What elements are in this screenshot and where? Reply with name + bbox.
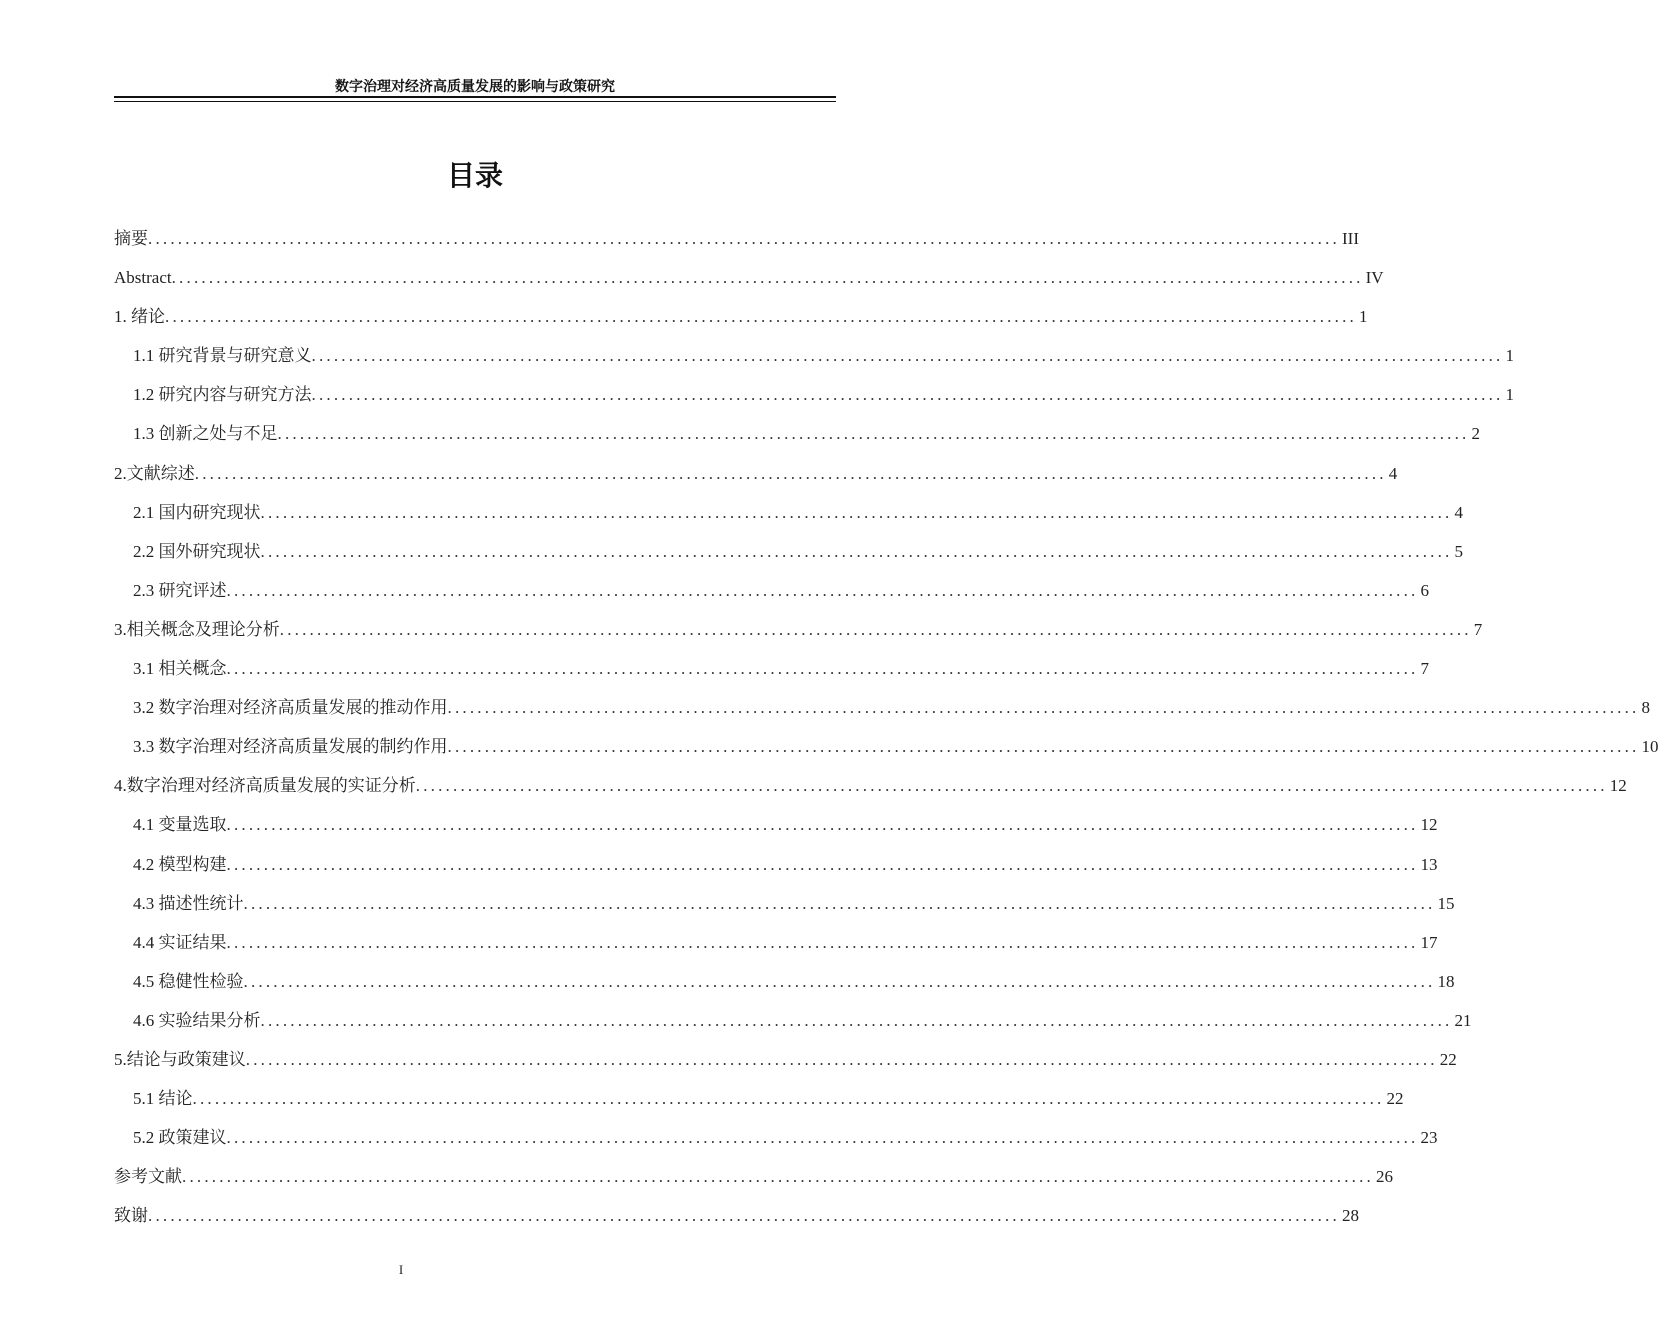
toc-entry-page: 28	[1342, 1206, 1359, 1226]
toc-entry[interactable]	[114, 498, 1463, 537]
toc-leader-dots: ................................................................................................................................................................	[311, 346, 1504, 366]
toc-entry-label: 4.5 稳健性检验	[133, 971, 244, 991]
toc-entry-page: 1	[1505, 385, 1514, 405]
toc-entry-page: 1	[1359, 307, 1368, 327]
toc-leader-dots: ................................................................................................................................................................	[226, 659, 1419, 679]
toc-entry-label: 摘要	[114, 229, 148, 248]
toc-leader-dots: ................................................................................................................................................................	[192, 1089, 1385, 1109]
toc-entry-label: 1.3 创新之处与不足	[133, 424, 278, 444]
toc-leader-dots: ................................................................................................................................................................	[226, 854, 1419, 874]
toc-leader-dots: ................................................................................................................................................................	[311, 385, 1504, 405]
toc-entry[interactable]	[114, 810, 1438, 849]
running-header: 数字治理对经济高质量发展的影响与政策研究	[335, 79, 615, 95]
toc-entry[interactable]	[114, 1045, 1457, 1084]
toc-leader-dots: ................................................................................................................................................................	[447, 698, 1640, 718]
toc-entry-page: 8	[1641, 698, 1650, 718]
toc-leader-dots: ................................................................................................................................................................	[279, 619, 1472, 639]
table-of-contents	[114, 224, 1659, 1240]
toc-entry-page: 4	[1388, 463, 1398, 483]
toc-leader-dots: ................................................................................................................................................................	[182, 1167, 1374, 1187]
toc-leader-dots: ................................................................................................................................................................	[171, 268, 1364, 288]
toc-title: 目录	[446, 159, 503, 192]
toc-entry-page: 7	[1420, 659, 1429, 679]
toc-entry-page: 5	[1454, 541, 1463, 561]
toc-entry-page: 2	[1471, 424, 1480, 444]
toc-entry[interactable]	[114, 576, 1429, 615]
toc-entry-label: 4.1 变量选取	[133, 815, 227, 835]
toc-leader-dots: ................................................................................................................................................................	[226, 932, 1419, 952]
toc-entry-label: 参考文献	[114, 1167, 182, 1187]
toc-entry[interactable]	[114, 850, 1438, 889]
toc-entry[interactable]	[114, 693, 1650, 732]
toc-leader-dots: ................................................................................................................................................................	[260, 1010, 1453, 1030]
toc-entry-label: 4.2 模型构建	[133, 854, 227, 874]
toc-leader-dots: ................................................................................................................................................................	[260, 541, 1453, 561]
toc-entry-page: IV	[1365, 268, 1384, 288]
toc-entry[interactable]	[114, 1162, 1393, 1201]
toc-entry-label: 4.数字治理对经济高质量发展的实证分析	[114, 776, 416, 796]
toc-entry-label: 1.2 研究内容与研究方法	[133, 385, 312, 405]
toc-leader-dots: ................................................................................................................................................................	[245, 1049, 1438, 1069]
toc-entry-label: 5.1 结论	[133, 1089, 193, 1109]
toc-entry-page: 22	[1439, 1049, 1457, 1069]
toc-entry[interactable]	[114, 341, 1514, 380]
toc-entry-label: 4.6 实验结果分析	[133, 1010, 261, 1030]
toc-entry-label: 致谢	[114, 1206, 148, 1226]
toc-entry-page: 12	[1609, 776, 1627, 796]
toc-entry-label: 1.1 研究背景与研究意义	[133, 346, 312, 366]
toc-entry-label: 5.结论与政策建议	[114, 1049, 246, 1069]
toc-entry[interactable]	[114, 928, 1438, 967]
toc-entry-page: 17	[1420, 932, 1438, 952]
toc-entry[interactable]	[114, 1006, 1472, 1045]
header-rule-thin	[114, 101, 836, 102]
header-rule-thick	[114, 96, 836, 98]
toc-entry-label: 2.2 国外研究现状	[133, 541, 261, 561]
toc-entry-page: 10	[1641, 737, 1659, 757]
toc-entry[interactable]	[114, 771, 1627, 810]
toc-leader-dots: ................................................................................................................................................................	[260, 502, 1453, 522]
toc-entry[interactable]	[114, 459, 1398, 498]
toc-entry[interactable]	[114, 1084, 1404, 1123]
toc-entry-page: 13	[1420, 854, 1438, 874]
toc-leader-dots: ................................................................................................................................................................	[243, 893, 1436, 913]
toc-entry[interactable]	[114, 1201, 1359, 1240]
toc-entry[interactable]	[114, 537, 1463, 576]
toc-entry-label: 2.文献综述	[114, 463, 195, 483]
toc-entry[interactable]	[114, 263, 1384, 302]
toc-entry[interactable]	[114, 732, 1659, 771]
toc-entry[interactable]	[114, 654, 1429, 693]
toc-entry-label: 3.1 相关概念	[133, 659, 227, 679]
toc-leader-dots: ................................................................................................................................................................	[165, 307, 1357, 327]
toc-entry-label: 5.2 政策建议	[133, 1128, 227, 1148]
toc-entry-label: 3.相关概念及理论分析	[114, 619, 280, 639]
toc-entry[interactable]	[114, 967, 1455, 1006]
toc-entry-label: 4.3 描述性统计	[133, 893, 244, 913]
toc-entry-page: 23	[1420, 1128, 1438, 1148]
toc-entry-page: 7	[1473, 619, 1483, 639]
toc-leader-dots: ................................................................................................................................................................	[148, 1206, 1340, 1226]
toc-entry-page: 4	[1454, 502, 1463, 522]
toc-entry-page: 6	[1420, 580, 1429, 600]
toc-leader-dots: ................................................................................................................................................................	[226, 815, 1419, 835]
toc-entry-label: 2.3 研究评述	[133, 580, 227, 600]
toc-entry-page: 21	[1454, 1010, 1472, 1030]
toc-entry-page: 12	[1420, 815, 1438, 835]
toc-entry-label: 4.4 实证结果	[133, 932, 227, 952]
toc-entry-page: 22	[1386, 1089, 1404, 1109]
toc-entry[interactable]	[114, 224, 1359, 263]
toc-entry[interactable]	[114, 419, 1480, 458]
toc-entry-page: 18	[1437, 971, 1455, 991]
toc-entry-label: 1. 绪论	[114, 307, 165, 327]
toc-entry-label: Abstract	[114, 268, 172, 288]
toc-entry-page: III	[1342, 229, 1359, 248]
toc-leader-dots: ................................................................................................................................................................	[415, 776, 1608, 796]
toc-entry-label: 3.3 数字治理对经济高质量发展的制约作用	[133, 737, 448, 757]
toc-leader-dots: ................................................................................................................................................................	[243, 971, 1436, 991]
toc-leader-dots: ................................................................................................................................................................	[226, 580, 1419, 600]
toc-leader-dots: ................................................................................................................................................................	[148, 229, 1340, 248]
toc-leader-dots: ................................................................................................................................................................	[226, 1128, 1419, 1148]
page-number: I	[398, 1262, 404, 1277]
toc-leader-dots: ................................................................................................................................................................	[447, 737, 1640, 757]
toc-entry-page: 15	[1437, 893, 1455, 913]
toc-entry[interactable]	[114, 302, 1368, 341]
toc-entry-page: 1	[1505, 346, 1514, 366]
toc-entry-label: 2.1 国内研究现状	[133, 502, 261, 522]
toc-entry-label: 3.2 数字治理对经济高质量发展的推动作用	[133, 698, 448, 718]
toc-entry[interactable]	[114, 889, 1455, 928]
toc-entry[interactable]	[114, 380, 1514, 419]
toc-entry[interactable]	[114, 1123, 1438, 1162]
toc-entry[interactable]	[114, 615, 1483, 654]
toc-entry-page: 26	[1376, 1167, 1393, 1187]
toc-leader-dots: ................................................................................................................................................................	[277, 424, 1470, 444]
toc-leader-dots: ................................................................................................................................................................	[194, 463, 1387, 483]
